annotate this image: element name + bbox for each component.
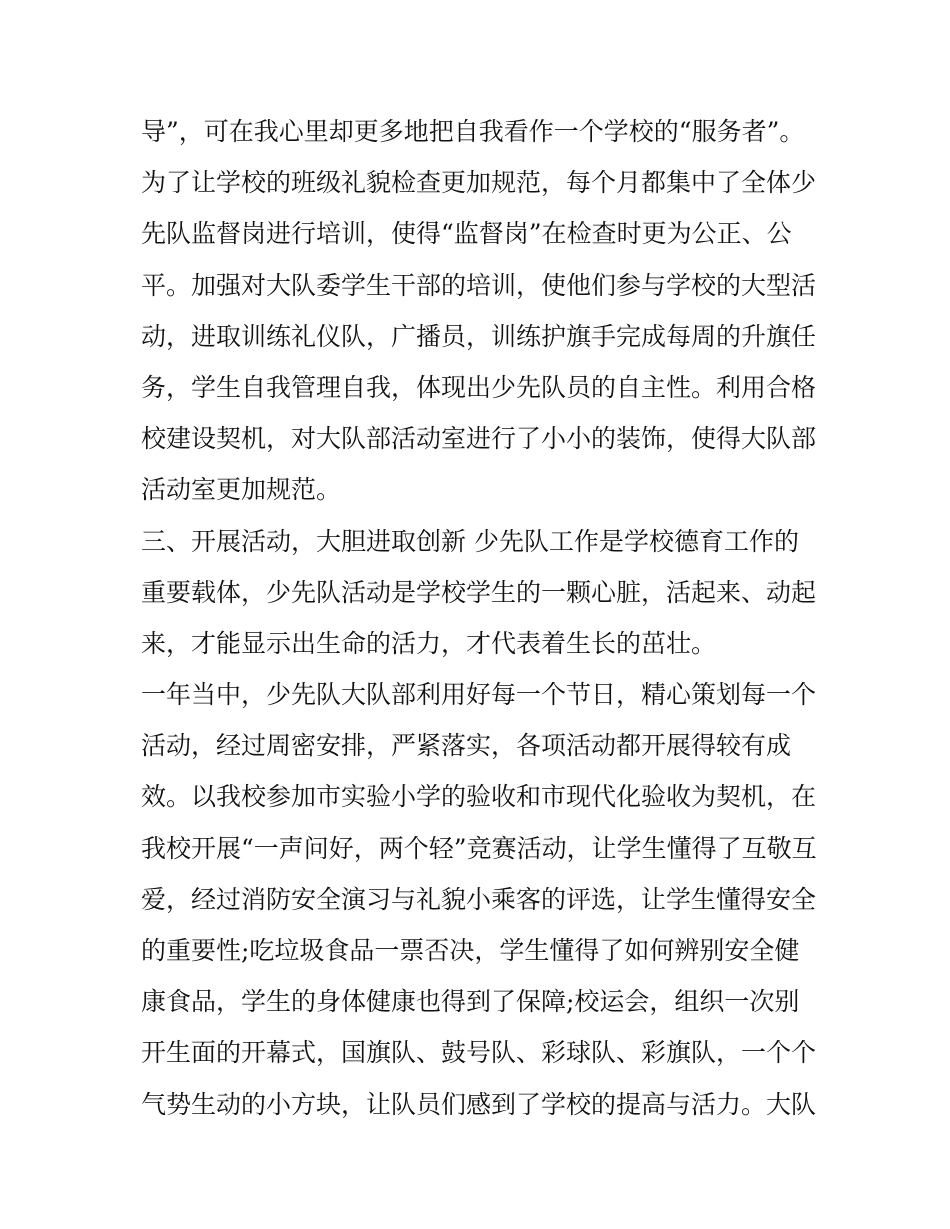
text-line: 效。以我校参加市实验小学的验收和市现代化验收为契机，在 <box>141 782 817 812</box>
text-line: 一年当中，少先队大队部利用好每一个节日，精心策划每一个 <box>141 680 817 710</box>
text-line: 校建设契机，对大队部活动室进行了小小的装饰，使得大队部 <box>141 424 817 454</box>
text-line: 先队监督岗进行培训，使得“监督岗”在检查时更为公正、公 <box>141 219 792 249</box>
text-line: 平。加强对大队委学生干部的培训，使他们参与学校的大型活 <box>141 270 817 300</box>
text-line: 开生面的开幕式，国旗队、鼓号队、彩球队、彩旗队，一个个 <box>141 1038 817 1068</box>
text-line: 活动室更加规范。 <box>141 475 342 505</box>
text-line: 活动，经过周密安排，严紧落实，各项活动都开展得较有成 <box>141 731 792 761</box>
text-line: 我校开展“一声问好，两个轻”竞赛活动，让学生懂得了互敬互 <box>141 833 817 863</box>
text-line: 的重要性;吃垃圾食品一票否决，学生懂得了如何辨别安全健 <box>141 936 800 965</box>
text-line: 重要载体，少先队活动是学校学生的一颗心脏，活起来、动起 <box>141 577 817 607</box>
text-line: 来，才能显示出生命的活力，才代表着生长的茁壮。 <box>141 628 717 658</box>
text-line: 为了让学校的班级礼貌检查更加规范，每个月都集中了全体少 <box>141 168 817 198</box>
body-text <box>141 106 821 1130</box>
text-line: 爱，经过消防安全演习与礼貌小乘客的评选，让学生懂得安全 <box>141 884 817 914</box>
text-line: 导”，可在我心里却更多地把自我看作一个学校的“服务者”。 <box>141 117 805 146</box>
text-line: 务，学生自我管理自我，体现出少先队员的自主性。利用合格 <box>141 372 817 402</box>
text-line: 三、开展活动，大胆进取创新 少先队工作是学校德育工作的 <box>141 526 799 556</box>
text-line: 气势生动的小方块，让队员们感到了学校的提高与活力。大队 <box>141 1089 817 1119</box>
text-line: 动，进取训练礼仪队，广播员，训练护旗手完成每周的升旗任 <box>141 321 817 351</box>
text-line: 康食品，学生的身体健康也得到了保障;校运会，组织一次别 <box>141 987 800 1017</box>
